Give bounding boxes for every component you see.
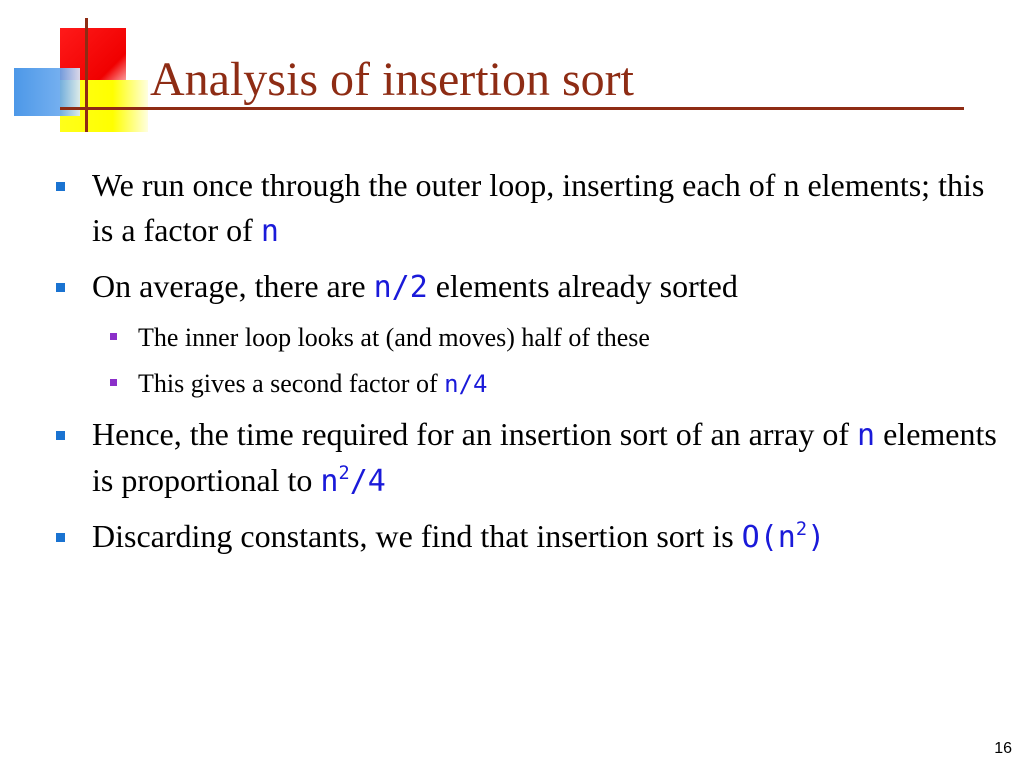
bullet-text-part: Hence, the time required for an insertion sort of an array of (92, 416, 858, 452)
code-base: n (320, 464, 339, 499)
bullet-text (92, 412, 1002, 504)
vertical-rule (85, 18, 88, 132)
square-bullet-icon (56, 283, 65, 292)
sub-bullet-text (138, 320, 1002, 356)
bullet-item (52, 412, 1002, 504)
bullet-text (92, 163, 1002, 254)
bullet-text-part: The inner loop looks at (and moves) half of these (138, 323, 650, 352)
square-bullet-icon (56, 182, 65, 191)
slide-title: Analysis of insertion sort (150, 53, 634, 106)
sub-bullet-text (138, 366, 1002, 402)
bullet-item (52, 264, 1002, 310)
code-base: O(n (741, 520, 796, 555)
bullet-text-part: This gives a second factor of (138, 369, 445, 398)
code-exponent: 2 (795, 518, 808, 540)
code-tail: /4 (349, 464, 386, 499)
sub-bullet-item (52, 320, 1002, 356)
bullet-text (92, 264, 1002, 310)
bullet-text-part: elements already sorted (427, 268, 738, 304)
page-number: 16 (994, 740, 1012, 757)
bullet-text-part: On average, there are (92, 268, 374, 304)
code-tail: ) (807, 520, 826, 555)
square-bullet-icon (110, 379, 117, 386)
code-term: n/4 (444, 370, 488, 398)
code-term: n/2 (373, 270, 428, 305)
code-term (742, 520, 825, 555)
bullet-item (52, 163, 1002, 254)
bullet-text-part: We run once through the outer loop, inserting each of n elements; this is a factor of (92, 167, 985, 248)
square-bullet-icon (56, 533, 65, 542)
slide-body (52, 163, 1002, 560)
sub-bullet-item (52, 366, 1002, 402)
bullet-text-part: elements is proportional to (92, 416, 997, 498)
square-bullet-icon (110, 333, 117, 340)
code-exponent: 2 (338, 462, 350, 484)
square-bullet-icon (56, 431, 65, 440)
code-term: n (260, 214, 279, 249)
bullet-text-part: Discarding constants, we find that insertion sort is (92, 518, 742, 554)
bullet-item (52, 514, 1002, 560)
code-term (320, 464, 385, 499)
bullet-text (92, 514, 1002, 560)
code-term: n (857, 418, 876, 453)
